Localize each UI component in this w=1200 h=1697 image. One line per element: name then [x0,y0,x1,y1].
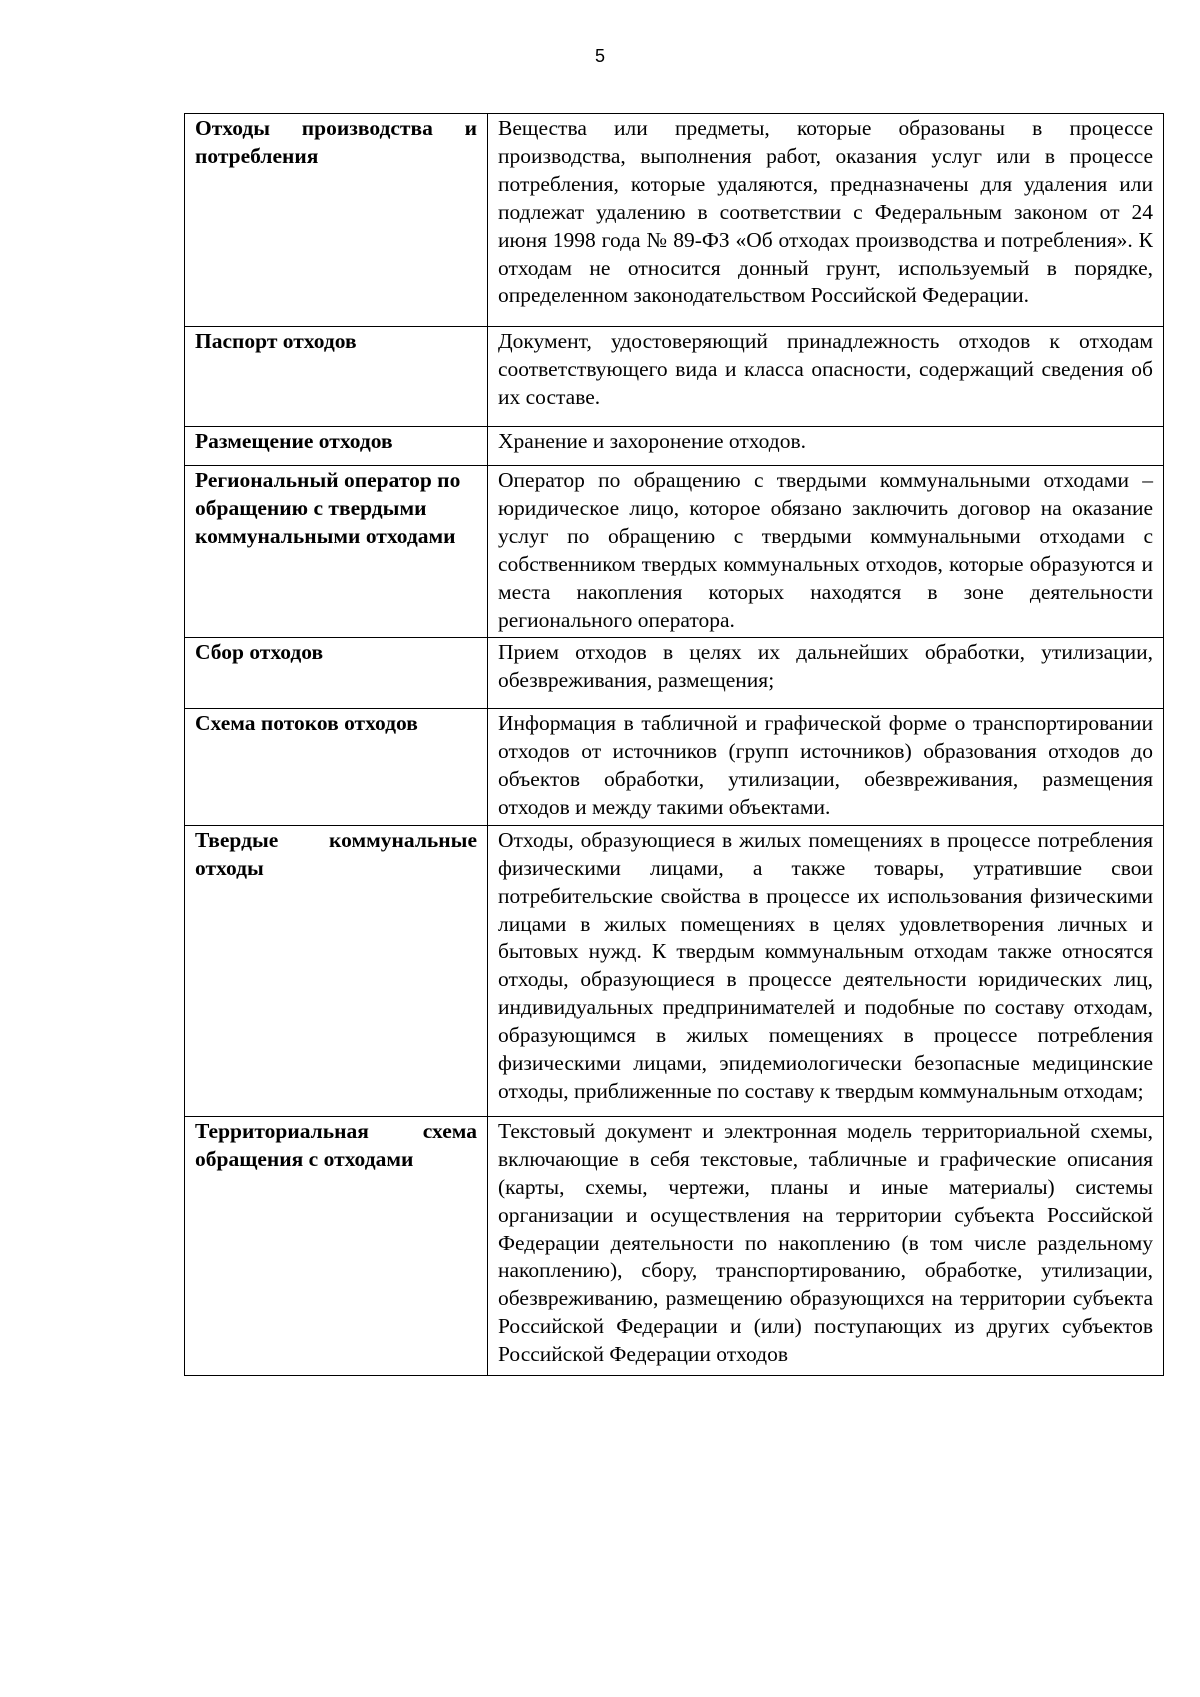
term-cell: Отходы производства и потребления [185,114,488,327]
glossary-table [184,113,1164,1376]
table-row [185,327,1164,427]
definition-cell: Информация в табличной и графической форме о транспортировании отходов от источников (групп источников) образования отходов до объектов обработки, утилизации, обезвреживания, размещения отходов и между такими объектами. [488,709,1164,826]
definition-cell: Документ, удостоверяющий принадлежность отходов к отходам соответствующего вида и класса опасности, содержащий сведения об их составе. [488,327,1164,427]
term-cell: Территориальная схема обращения с отходами [185,1116,488,1375]
table-row [185,427,1164,466]
term-cell: Схема потоков отходов [185,709,488,826]
term-cell: Размещение отходов [185,427,488,466]
table-row [185,825,1164,1116]
table-row [185,1116,1164,1375]
term-cell: Твердые коммунальные отходы [185,825,488,1116]
table-row [185,709,1164,826]
definition-cell: Оператор по обращению с твердыми коммунальными отходами – юридическое лицо, которое обязано заключить договор на оказание услуг по обращению с твердыми коммунальными отходами с собственником твердых коммунальных отходов, которые образуются и места накопления которых находятся в зоне деятельности регионального оператора. [488,465,1164,637]
page-number: 5 [594,46,605,66]
table-row [185,638,1164,709]
term-cell: Сбор отходов [185,638,488,709]
definition-cell: Хранение и захоронение отходов. [488,427,1164,466]
table-row [185,114,1164,327]
term-cell: Региональный оператор по обращению с твердыми коммунальными отходами [185,465,488,637]
definition-cell: Вещества или предметы, которые образованы в процессе производства, выполнения работ, оказания услуг или в процессе потребления, которые удаляются, предназначены для удаления или подлежат удалению в соответствии с Федеральным законом от 24 июня 1998 года № 89-ФЗ «Об отходах производства и потребления». К отходам не относится донный грунт, используемый в порядке, определенном законодательством Российской Федерации. [488,114,1164,327]
definition-cell: Прием отходов в целях их дальнейших обработки, утилизации, обезвреживания, размещения; [488,638,1164,709]
definition-cell: Отходы, образующиеся в жилых помещениях в процессе потребления физическими лицами, а также товары, утратившие свои потребительские свойства в процессе их использования физическими лицами в жилых помещениях в целях удовлетворения личных и бытовых нужд. К твердым коммунальным отходам также относятся отходы, образующиеся в процессе деятельности юридических лиц, индивидуальных предпринимателей и подобные по составу отходам, образующимся в жилых помещениях в процессе потребления физическими лицами, эпидемиологически безопасные медицинские отходы, приближенные по составу к твердым коммунальным отходам; [488,825,1164,1116]
definition-cell: Текстовый документ и электронная модель территориальной схемы, включающие в себя текстовые, табличные и графические описания (карты, схемы, чертежи, планы и иные материалы) системы организации и осуществления на территории субъекта Российской Федерации деятельности по накоплению (в том числе раздельному накоплению), сбору, транспортированию, обработке, утилизации, обезвреживанию, размещению образующихся на территории субъекта Российской Федерации и (или) поступающих из других субъектов Российской Федерации отходов [488,1116,1164,1375]
term-cell: Паспорт отходов [185,327,488,427]
table-row [185,465,1164,637]
